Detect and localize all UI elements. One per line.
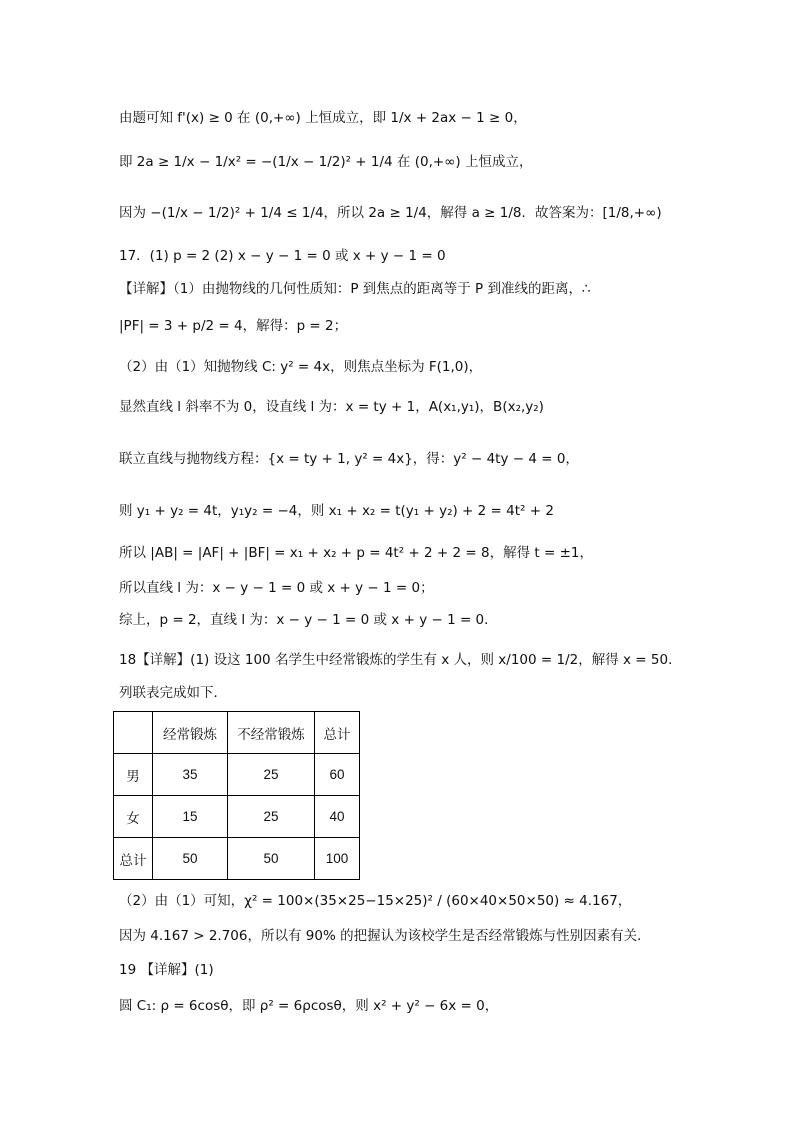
paragraph-1 <box>119 108 527 128</box>
text-q17-detail-6: 则 y₁ + y₂ = 4t，y₁y₂ = −4，则 x₁ + x₂ = t(y₁ + y₂) + 2 = 4t² + 2 <box>119 503 554 519</box>
q18-detail-2 <box>119 683 227 703</box>
q17-detail-4 <box>119 397 544 417</box>
q17-detail-3 <box>119 357 482 377</box>
text-q19-detail-1: 圆 C₁: ρ = 6cosθ，即 ρ² = 6ρcosθ，则 x² + y² − 6x = 0， <box>119 998 499 1014</box>
table-cell: 100 <box>315 838 360 880</box>
paragraph-2 <box>119 152 532 172</box>
table-cell: 15 <box>153 796 228 838</box>
table-cell: 男 <box>114 754 153 796</box>
q19-head <box>119 960 214 980</box>
text-p1: 由题可知 f'(x) ≥ 0 在 (0,+∞) 上恒成立，即 1/x + 2ax − 1 ≥ 0， <box>119 110 527 126</box>
table-header-row <box>114 712 360 754</box>
q18-detail-1 <box>119 650 682 670</box>
q17-detail-7 <box>119 543 593 563</box>
table-cell: 25 <box>228 754 315 796</box>
table-cell: 35 <box>153 754 228 796</box>
text-q17-detail-2: |PF| = 3 + p/2 = 4，解得：p = 2； <box>119 318 348 334</box>
text-q17-detail-8: 所以直线 l 为：x − y − 1 = 0 或 x + y − 1 = 0； <box>119 580 434 596</box>
text-q17-detail-3: （2）由（1）知抛物线 C: y² = 4x，则焦点坐标为 F(1,0)， <box>119 359 483 375</box>
text-q17-detail-5: 联立直线与抛物线方程：{x = ty + 1, y² = 4x}，得：y² − 4ty − 4 = 0， <box>119 451 579 467</box>
text-q18-detail-4: 因为 4.167 > 2.706，所以有 90% 的把握认为该校学生是否经常锻炼与性别因素有关． <box>119 928 651 944</box>
table-cell: 总计 <box>114 838 153 880</box>
q17-answer <box>119 246 446 266</box>
text-q19-head: 19 【详解】(1) <box>119 962 214 978</box>
table-row <box>114 838 360 880</box>
q17-detail-8 <box>119 578 434 598</box>
table-cell: 60 <box>315 754 360 796</box>
text-p3: 因为 −(1/x − 1/2)² + 1/4 ≤ 1/4，所以 2a ≥ 1/4，解得 a ≥ 1/8．故答案为：[1/8,+∞) <box>119 205 662 221</box>
table-header-cell <box>114 712 153 754</box>
q17-detail-9 <box>119 610 498 630</box>
paragraph-3 <box>119 203 662 223</box>
table-cell: 40 <box>315 796 360 838</box>
text-q17-detail-7: 所以 |AB| = |AF| + |BF| = x₁ + x₂ + p = 4t² + 2 + 2 = 8，解得 t = ±1， <box>119 545 593 561</box>
table-row <box>114 754 360 796</box>
table-header-cell: 不经常锻炼 <box>228 712 315 754</box>
text-p2: 即 2a ≥ 1/x − 1/x² = −(1/x − 1/2)² + 1/4 在 (0,+∞) 上恒成立， <box>119 154 533 170</box>
contingency-table <box>113 711 360 880</box>
table-row <box>114 796 360 838</box>
text-q18-detail-2: 列联表完成如下． <box>119 685 227 701</box>
table-cell: 50 <box>153 838 228 880</box>
q18-detail-4 <box>119 926 651 946</box>
q18-detail-3 <box>119 891 631 911</box>
q17-detail-5 <box>119 449 579 469</box>
text-q17-detail-1: 【详解】（1）由抛物线的几何性质知：P 到焦点的距离等于 P 到准线的距离，∴ <box>119 281 591 297</box>
table-header-cell: 经常锻炼 <box>153 712 228 754</box>
text-q17-detail-9: 综上，p = 2，直线 l 为：x − y − 1 = 0 或 x + y − 1 = 0． <box>119 612 498 628</box>
text-q17-detail-4: 显然直线 l 斜率不为 0，设直线 l 为：x = ty + 1，A(x₁,y₁)，B(x₂,y₂) <box>119 399 544 415</box>
q19-detail-1 <box>119 996 498 1016</box>
table-cell: 女 <box>114 796 153 838</box>
table-cell: 25 <box>228 796 315 838</box>
q17-detail-6 <box>119 501 554 521</box>
table-header-cell: 总计 <box>315 712 360 754</box>
table-cell: 50 <box>228 838 315 880</box>
q17-detail-1 <box>119 279 591 299</box>
text-q18-detail-1: 18【详解】(1) 设这 100 名学生中经常锻炼的学生有 x 人，则 x/100 = 1/2，解得 x = 50． <box>119 652 682 668</box>
text-q18-detail-3: （2）由（1）可知，χ² = 100×(35×25−15×25)² / (60×40×50×50) ≈ 4.167， <box>119 893 632 909</box>
text-q17-answer: 17．(1) p = 2 (2) x − y − 1 = 0 或 x + y − 1 = 0 <box>119 248 446 264</box>
q17-detail-2 <box>119 316 347 336</box>
